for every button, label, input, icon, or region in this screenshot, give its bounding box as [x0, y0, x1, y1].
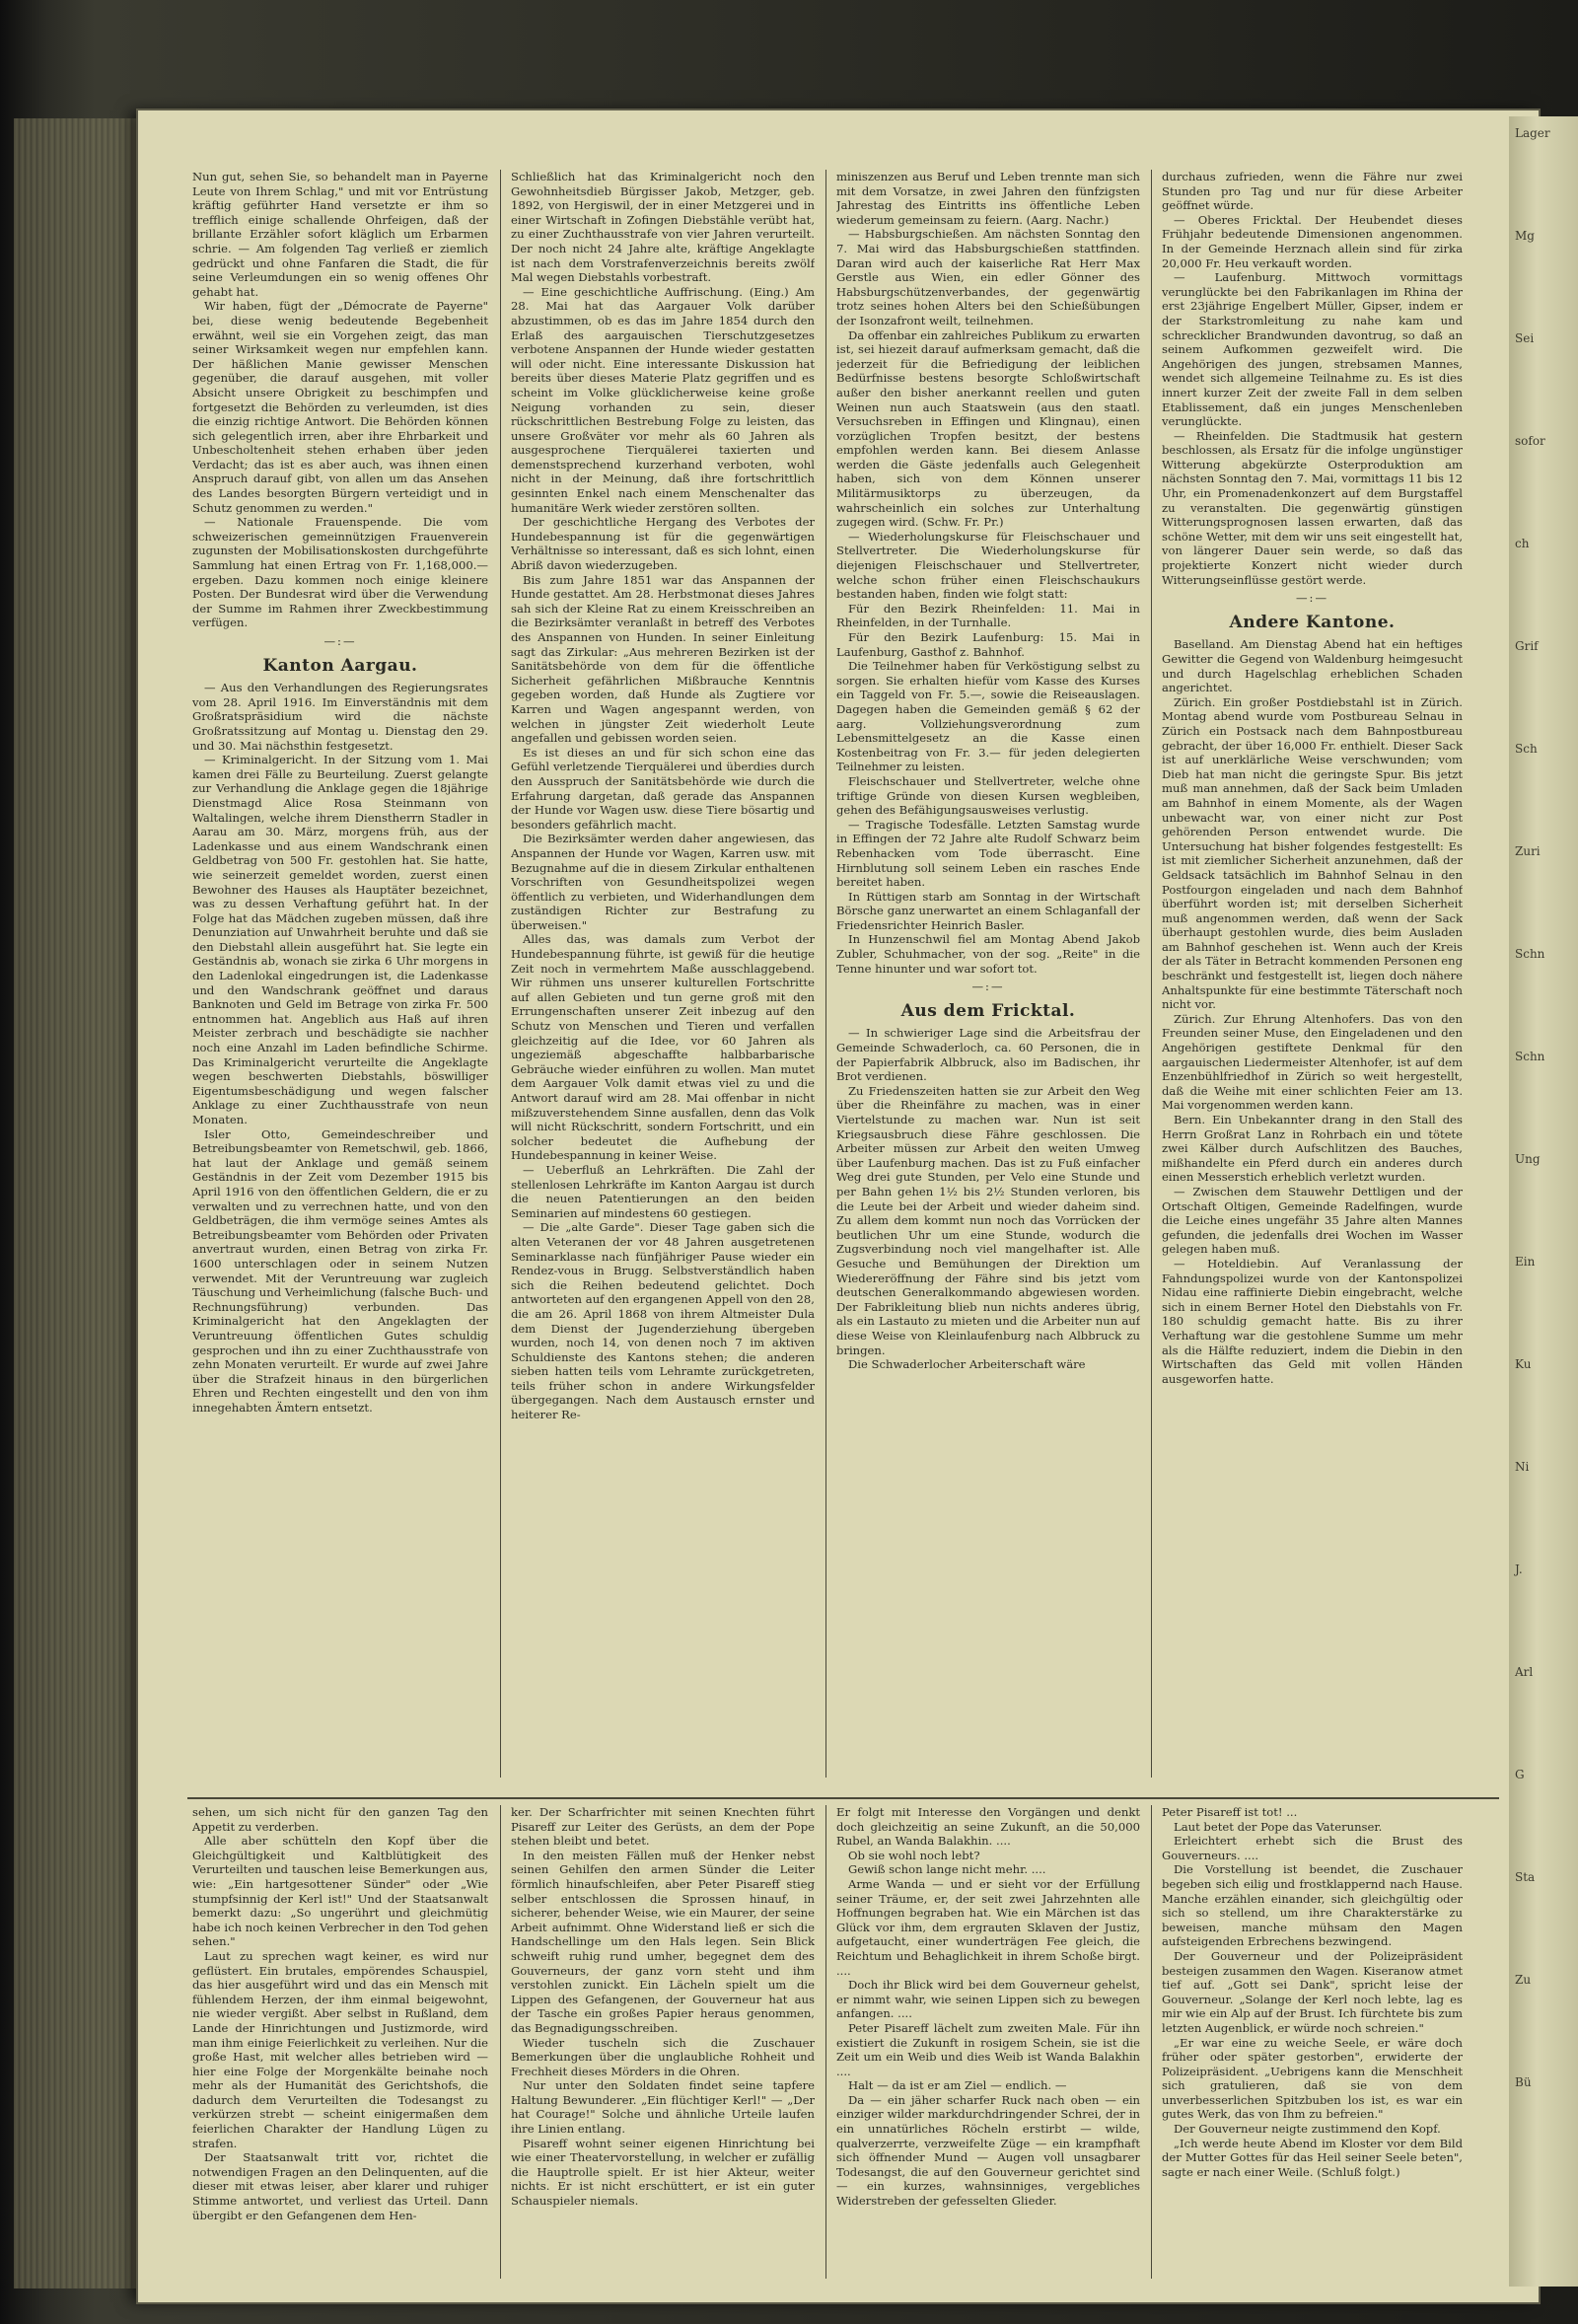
paragraph: — In schwieriger Lage sind die Arbeitsfrau der Gemeinde Schwaderloch, ca. 60 Personen, die in der Papierfabrik Albbruck, also im Badischen, ihr Brot verdienen.: [836, 1026, 1140, 1084]
paragraph: Zürich. Ein großer Postdiebstahl ist in Zürich. Montag abend wurde vom Postbureau Selnau in Zürich ein Postsack nach dem Bahnpostbureau gebracht, der über 16,000 Fr. enthielt. Dieser Sack ist auf unerklärliche Weise verschwunden; vom Dieb hat man nicht die geringste Spur. Bis jetzt muß man annehmen, daß der Sack beim Umladen am Bahnhof in einem Momente, als der Wagen unbewacht war, von einer nicht zur Post gehörenden Person entwendet wurde. Die Untersuchung hat bisher folgendes festgestellt: Es ist mit ziemlicher Sicherheit anzunehmen, daß der Geldsack tatsächlich im Bahnhof Selnau in den Postfourgon eingeladen und nach dem Bahnhof überführt worden ist; mit derselben Sicherheit muß angenommen werden, daß wenn der Sack überhaupt gestohlen wurde, dies beim Ausladen am Bahnhof geschehen ist. Wenn auch der Kreis der als Täter in Betracht kommenden Personen eng beschränkt und festgestellt ist, liegen doch nähere Anhaltspunkte für eine bestimmte Täterschaft noch nicht vor.: [1162, 694, 1463, 1012]
paragraph: Laut betet der Pope das Vaterunser.: [1174, 1819, 1383, 1834]
paragraph: — Eine geschichtliche Auffrischung. (Eing.) Am 28. Mai hat das Aargauer Volk darüber abzustimmen, ob es das im Jahre 1854 durch den Erlaß des aargauischen Tierschutzgesetzes verbotene Anspannen der Hunde wieder gestatten will oder nicht. Eine interessante Diskussion hat bereits über dieses Materie Platz gegriffen und es scheint im Volke glücklicherweise keine große Neigung vorhanden zu sein, dieser rückschrittlichen Bestrebung Folge zu leisten, das unsere Großväter vor mehr als 60 Jahren als ausgesprochene Tierquälerei taxierten und demenstsprechend kurzerhand verboten, wohl nicht in der Meinung, daß ihre fortschrittlich gesinnten Enkel nach einem Menschenalter das humanitäre Werk wieder zerstören sollten.: [511, 284, 815, 515]
paragraph: Die Bezirksämter werden daher angewiesen, das Anspannen der Hunde vor Wagen, Karren usw. mit Bezugnahme auf die in diesem Zirkular enthaltenen Vorschriften von Gesundheitspolizei wegen öffentlich zu verbieten, und Widerhandlungen dem zuständigen Richter zur Bestrafung zu überweisen.": [511, 832, 815, 932]
paragraph: Baselland. Am Dienstag Abend hat ein heftiges Gewitter die Gegend von Waldenburg heimgesucht und durch Hagelschlag erheblichen Schaden angerichtet.: [1162, 637, 1463, 695]
edge-fragment: J.: [1515, 1562, 1523, 1576]
paragraph: Nun gut, sehen Sie, so behandelt man in Payerne Leute von Ihrem Schlag," und mit vor Entrüstung kräftig geführter Hand versetzte er ihm so trefflich einige schallende Ohrfeigen, daß der brillante Erzähler sofort kläglich um Erbarmen schrie. — Am folgenden Tag verließ er ziemlich gedrückt und ohne Fanfaren die Stadt, die für seine Verleumdungen ein so wenig offenes Ohr gehabt hat.: [192, 170, 488, 299]
paragraph: Pisareff wohnt seiner eigenen Hinrichtung bei wie einer Theatervorstellung, in welcher er zufällig die Hauptrolle spielt. Er ist hier Akteur, weiter nichts. Er ist nicht erschüttert, er ist ein guter Schauspieler niemals.: [511, 2136, 815, 2209]
edge-fragment: Zuri: [1515, 844, 1541, 858]
paragraph: Wir haben, fügt der „Démocrate de Payerne" bei, diese wenig bedeutende Begebenheit erwähnt, weil sie ein Vorgehen zeigt, das man seiner Wirksamkeit wegen nur empfehlen kann. Der häßlichen Manie gewisser Menschen gegenüber, die darauf ausgehen, mit voller Absicht unsere Obrigkeit zu beschimpfen und fortgesetzt die Behörden zu verleumden, ist dies die einzig richtige Antwort. Die Behörden können sich gelegentlich irren, aber ihre Ehrbarkeit und Unbescholtenheit stehen erhaben über jeden Verdacht; das ist es aber auch, was ihnen einen Anspruch darauf gibt, von allen um das Ansehen des Landes besorgten Bürgern verteidigt und in Schutz genommen zu werden.": [192, 299, 488, 515]
feuilleton-rule-1: [500, 1805, 501, 2279]
paragraph: Da offenbar ein zahlreiches Publikum zu erwarten ist, sei hiezeit darauf aufmerksam gemacht, daß die jederzeit für die Befriedigung der leiblichen Bedürfnisse bestens besorgte Schloßwirtschaft außer den bisher anerkannt reellen und guten Weinen nun auch Staatswein (aus den staatl. Versuchsreben in Effingen und Klingnau), einen vorzüglichen Tropfen besitzt, der bestens empfohlen werden kann. Bei diesem Anlasse werden die Gäste jedenfalls auch Gelegenheit haben, sich von dem Können unserer Militärmusiktorps zu überzeugen, da wahrscheinlich ein solches zur Unterhaltung zugegen wird. (Schw. Fr. Pr.): [836, 327, 1140, 530]
paragraph: Der geschichtliche Hergang des Verbotes der Hundebespannung ist für die gegenwärtigen Verhältnisse so interessant, daß es sich lohnt, einen Abriß davon wiederzugeben.: [511, 515, 815, 573]
paragraph: In Hunzenschwil fiel am Montag Abend Jakob Zubler, Schuhmacher, von der sog. „Reite" in die Tenne hinunter und war sofort tot.: [836, 932, 1140, 976]
feuilleton-rule-3: [1151, 1805, 1152, 2279]
paragraph: miniszenzen aus Beruf und Leben trennte man sich mit dem Vorsatze, in zwei Jahren den fünfzigsten Jahrestag des Eintritts ins öffentliche Leben wiederum gemeinsam zu feiern. (Aarg. Nachr.): [836, 170, 1140, 227]
paragraph: Isler Otto, Gemeindeschreiber und Betreibungsbeamter von Remetschwil, geb. 1866, hat laut der Anklage und gemäß seinem Geständnis in der Zeit vom Dezember 1915 bis April 1916 von den öffentlichen Geldern, die er zu verwalten und zu verrechnen hatte, und von den Geldbeträgen, die ihm vermöge seines Amtes als Betreibungsbeamter vom Behörden oder Privaten anvertraut wurden, einen Betrag von zirka Fr. 1600 unterschlagen oder in seinem Nutzen verwendet. Mit der Veruntreuung war zugleich Täuschung und Verheimlichung (falsche Buch- und Rechnungsführung) verbunden. Das Kriminalgericht hat den Angeklagten der Veruntreuung öffentlichen Gutes schuldig gesprochen und ihn zu einer Zuchthausstrafe von zehn Monaten verurteilt. Er wurde auf zwei Jahre über die Strafzeit hinaus in den bürgerlichen Ehren und Rechten eingestellt und den von ihm innegehabten Ämtern entsetzt.: [192, 1126, 488, 1415]
column-rule-2: [825, 170, 826, 1778]
paragraph: Die Teilnehmer haben für Verköstigung selbst zu sorgen. Sie erhalten hiefür vom Kasse des Kurses ein Taggeld von Fr. 5.—, sowie die Reiseauslagen. Dagegen haben die Gemeinden gemäß § 62 der aarg. Vollziehungsverordnung zum Lebensmittelgesetz an die Kasse einen Kostenbeitrag von Fr. 3.— für jeden delegierten Teilnehmer zu leisten.: [836, 659, 1140, 774]
paragraph: Peter Pisareff lächelt zum zweiten Male. Für ihn existiert die Zukunft in rosigem Schein, sie ist die Zeit um ein Weib und dies Weib ist Wanda Balakhin ....: [836, 2020, 1140, 2078]
paragraph: — Laufenburg. Mittwoch vormittags verunglückte bei den Fabrikanlagen im Rhina der erst 23jährige Engelbert Müller, Gipser, indem er der Starkstromleitung zu nahe kam und schrecklicher Brandwunden davontrug, so daß an seinem Aufkommen gezweifelt wird. Die Angehörigen des jungen, strebsamen Mannes, wendet sich allgemeine Teilnahme zu. Es ist dies innert kurzer Zeit der zweite Fall in dem selben Etablissement, daß ein junges Menschenleben verunglückte.: [1162, 270, 1463, 429]
newspaper-page: [138, 110, 1539, 2302]
paragraph: — Tragische Todesfälle. Letzten Samstag wurde in Effingen der 72 Jahre alte Rudolf Schwarz beim Rebenhacken vom Tode überrascht. Eine Hirnblutung soll seinem Leben ein rasches Ende bereitet haben.: [836, 817, 1140, 890]
paragraph: Halt — da ist er am Ziel — endlich. —: [848, 2078, 1067, 2093]
paragraph: Der Gouverneur und der Polizeipräsident besteigen zusammen den Wagen. Kiseranow atmet tief auf. „Gott sei Dank", spricht leise der Gouverneur. „Solange der Kerl noch lebte, lag es mir wie ein Alp auf der Brust. Ich fürchtete bis zum letzten Augenblick, er würde noch schreien.": [1162, 1948, 1463, 2035]
column-3: [836, 170, 1140, 1782]
edge-fragment: Schn: [1515, 947, 1545, 961]
edge-fragment: Mg: [1515, 229, 1535, 243]
paragraph: — Ueberfluß an Lehrkräften. Die Zahl der stellenlosen Lehrkräfte im Kanton Aargau ist durch die neuen Patentierungen an den beiden Seminarien auf mindestens 60 gestiegen.: [511, 1162, 815, 1220]
paragraph: In den meisten Fällen muß der Henker nebst seinen Gehilfen den armen Sünder die Leiter förmlich hinaufschleifen, aber Peter Pisareff stieg selber entschlossen die Sprossen hinauf, in sicherer, behender Weise, wie ein Maurer, der seine Arbeit aufnimmt. Ohne Widerstand ließ er sich die Handschellinge um den Hals legen. Sein Blick schweift ruhig rund umher, begegnet dem des Gouverneurs, der ganz vorn steht und ihm verstohlen zunickt. Ein Lächeln spielt um die Lippen des Gefangenen, der Gouverneur hat aus der Tasche ein großes Papier heraus genommen, das Begnadigungsschreiben.: [511, 1848, 815, 2035]
paragraph: — Wiederholungskurse für Fleischschauer und Stellvertreter. Die Wiederholungskurse für diejenigen Fleischschauer und Stellvertreter, welche schon früher einen Fleischschaukurs bestanden haben, finden wie folgt statt:: [836, 529, 1140, 602]
column-1: [192, 170, 488, 1782]
book-binding: [14, 118, 138, 2288]
feuilleton-column-4: [1162, 1805, 1463, 2288]
paragraph: Alles das, was damals zum Verbot der Hundebespannung führte, ist gewiß für die heutige Zeit noch in vermehrtem Maße ausschlaggebend. Wir rühmen uns unserer kulturellen Fortschritte auf allen Gebieten und tun gerne groß mit den Errungenschaften unserer Zeit inbezug auf den Schutz von Menschen und Tieren und verfallen gleichzeitig auf die Idee, vor 60 Jahren als ungeziemäß abgeschaffte halbbarbarische Gebräuche wieder einführen zu wollen. Man mutet dem Aargauer Volk damit etwas viel zu und die Antwort darauf wird am 28. Mai offenbar in nicht mißzuverstehendem Sinne ausfallen, denn das Volk will nicht Rückschritt, sondern Fortschritt, und ein solcher bedeutet die Aufhebung der Hundebespannung in keiner Weise.: [511, 932, 815, 1163]
next-page-edge: [1509, 116, 1578, 2287]
paragraph: Bis zum Jahre 1851 war das Anspannen der Hunde gestattet. Am 28. Herbstmonat dieses Jahres sah sich der Kleine Rat zu einem Kreisschreiben an die Bezirksämter veranlaßt in betreff des Verbotes des Anspannen von Hunden. In seiner Einleitung sagt das Zirkular: „Aus mehreren Bezirken ist der Sanitätsbehörde von dem für die öffentliche Sicherheit gefährlichen Mißbrauche Kenntnis gegeben worden, daß Hunde als Zugtiere vor Karren und Wagen angespannt werden, von welchen in jüngster Zeit wiederholt Leute angefallen und gebissen worden seien.: [511, 572, 815, 746]
feuilleton-column-3: [836, 1805, 1140, 2288]
edge-fragment: Ni: [1515, 1460, 1530, 1474]
edge-fragment: Schn: [1515, 1050, 1545, 1063]
paragraph: Bern. Ein Unbekannter drang in den Stall des Herrn Großrat Lanz in Rohrbach ein und tötete zwei Kälber durch Aufschlitzen des Bauches, mißhandelte ein Pferd durch ein anderes durch einen Messerstich erheblich verletzt wurden.: [1162, 1113, 1463, 1185]
paragraph: Der Staatsanwalt tritt vor, richtet die notwendigen Fragen an den Delinquenten, auf die dieser mit etwas leiser, aber klarer und ruhiger Stimme antwortet, und verliest das Urteil. Dann übergibt er den Gefangenen dem Hen-: [192, 2150, 488, 2222]
paragraph: In Rüttigen starb am Sonntag in der Wirtschaft Börsche ganz unerwartet an einem Schlaganfall der Friedensrichter Heinrich Basler.: [836, 889, 1140, 932]
edge-fragment: Sch: [1515, 742, 1538, 756]
edge-fragment: Sta: [1515, 1870, 1536, 1884]
paragraph: — Die „alte Garde". Dieser Tage gaben sich die alten Veteranen der vor 48 Jahren ausgetretenen Seminarklasse nach fünfjähriger Pause wieder ein Rendez-vous in Brugg. Selbstverständlich haben sich die Reihen bedeutend gelichtet. Doch antworteten auf den ergangenen Appell von den 28, die am 26. April 1868 von ihrem Altmeister Dula dem Dienst der Jugenderziehung übergeben wurden, noch 14, von denen noch 7 im aktiven Schuldienste des Kantons stehen; die anderen sieben hatten teils vom Lehramte zurückgetreten, teils früher schon in andere Wirkungsfelder übergegangen. Nach dem Austausch ernster und heiterer Re-: [511, 1220, 815, 1422]
paragraph: Wieder tuscheln sich die Zuschauer Bemerkungen über die unglaubliche Rohheit und Frechheit dieses Mörders in die Ohren.: [511, 2035, 815, 2078]
paragraph: Es ist dieses an und für sich schon eine das Gefühl verletzende Tierquälerei und überdies durch den Ausspruch der Sanitätsbehörde wie durch die Erfahrung dargetan, daß gerade das Anspannen der Hunde vor Wagen usw. diese Tiere bösartig und besonders gefährlich macht.: [511, 745, 815, 832]
edge-fragment: Ein: [1515, 1255, 1536, 1269]
paragraph: Gewiß schon lange nicht mehr. ....: [848, 1862, 1046, 1877]
paragraph: Der Gouverneur neigte zustimmend den Kopf.: [1174, 2122, 1441, 2137]
paragraph: Nur unter den Soldaten findet seine tapfere Haltung Bewunderer. „Ein flüchtiger Kerl!" — „Der hat Courage!" Solche und ähnliche Urteile laufen ihre Linien entlang.: [511, 2078, 815, 2137]
paragraph: Arme Wanda — und er sieht vor der Erfüllung seiner Träume, er, der seit zwei Jahrzehnten alle Hoffnungen begraben hat. Wie ein Märchen ist das Glück vor ihm, dem ergrauten Sklaven der Justiz, aufgetaucht, einer wunderträgen Fee gleich, die Reichtum und Behaglichkeit in ihrem Schoße birgt. ....: [836, 1876, 1140, 1978]
column-2: [511, 170, 815, 1782]
paragraph: — Habsburgschießen. Am nächsten Sonntag den 7. Mai wird das Habsburgschießen stattfinden. Daran wird auch der kaiserliche Rat Herr Max Gerstle aus Wien, ein edler Gönner des Habsburgschützenverbandes, der gegenwärtig trotz seines hohen Alters bei den Schießübungen der Isonzafront weilt, teilnehmen.: [836, 227, 1140, 327]
section-heading: Kanton Aargau.: [262, 655, 418, 676]
paragraph: „Ich werde heute Abend im Kloster vor dem Bild der Mutter Gottes für das Heil seiner Seele beten", sagte er nach einer Weile. (Schluß folgt.): [1162, 2136, 1463, 2179]
paragraph: — Oberes Fricktal. Der Heubendet dieses Frühjahr bedeutende Dimensionen angenommen. In der Gemeinde Herznach allein sind für zirka 20,000 Fr. Heu verkauft worden.: [1162, 212, 1463, 270]
edge-fragment: Lager: [1515, 126, 1550, 140]
feuilleton-column-2: [511, 1805, 815, 2288]
paragraph: — Zwischen dem Stauwehr Dettligen und der Ortschaft Oltigen, Gemeinde Radelfingen, wurde die Leiche eines ungefähr 35 Jahre alten Mannes gefunden, die jedenfalls drei Wochen im Wasser gelegen haben muß.: [1162, 1184, 1463, 1257]
paragraph: Die Vorstellung ist beendet, die Zuschauer begeben sich eilig und frostklappernd nach Hause. Manche erzählen einander, sich gleichgültig oder sich so stellend, um ihre Charakterstärke zu beweisen, manche mühsam den Magen aufsteigenden Erbrechens bezwingend.: [1162, 1862, 1463, 1949]
edge-fragment: G: [1515, 1768, 1525, 1781]
paragraph: — Kriminalgericht. In der Sitzung vom 1. Mai kamen drei Fälle zu Beurteilung. Zuerst gelangte zur Verhandlung die Anklage gegen die 18jährige Dienstmagd Alice Rosa Steinmann von Waltalingen, welche ihrem Dienstherrn Stadler in Aarau am 30. März, morgens früh, aus der Ladenkasse und aus einem Wandschrank einen Geldbetrag von 500 Fr. gestohlen hat. Sie hatte, wie seinerzeit gemeldet worden, zuerst einen Bewohner des Hauses als Hauptäter bezeichnet, was zu dessen Verhaftung geführt hat. In der Folge hat das Mädchen zugeben müssen, daß ihre Denunziation auf Unwahrheit beruhte und daß sie den Diebstahl allein ausgeführt hat. Sie legte ein Geständnis ab, wonach sie zirka 6 Uhr morgens in den Ladenlokal eingedrungen ist, die Ladenkasse und den Wandschrank geöffnet und daraus Banknoten und Geld im Betrage von zirka Fr. 500 entnommen hat. Angeblich aus Haß auf ihren Meister zerbrach und beschädigte sie nachher noch eine Anzahl im Laden befindliche Schirme. Das Kriminalgericht verurteilte die Angeklagte wegen beschwerten Diebstahls, böswilliger Eigentumsbeschädigung und wegen falscher Anklage zu einer Zuchthausstrafe von neun Monaten.: [192, 753, 488, 1126]
paragraph: Erleichtert erhebt sich die Brust des Gouverneurs. ....: [1162, 1834, 1463, 1862]
edge-fragment: Grif: [1515, 639, 1539, 653]
separator: —:—: [1295, 591, 1329, 606]
paragraph: Fleischschauer und Stellvertreter, welche ohne triftige Gründe von diesen Kursen wegbleiben, gehen des Befähigungsausweises verlustig.: [836, 773, 1140, 818]
paragraph: Zürich. Zur Ehrung Altenhofers. Das von den Freunden seiner Muse, den Eingeladenen und den Angehörigen gestiftete Denkmal für den aargauischen Liedermeister Altenhofer, ist auf dem Enzenbühlfriedhof in Zürich so weit hergestellt, daß die Weihe mit einer schlichten Feier am 13. Mai vorgenommen werden kann.: [1162, 1011, 1463, 1113]
paragraph: Für den Bezirk Rheinfelden: 11. Mai in Rheinfelden, in der Turnhalle.: [836, 601, 1140, 630]
edge-fragment: ch: [1515, 537, 1530, 550]
paragraph: — Hoteldiebin. Auf Veranlassung der Fahndungspolizei wurde von der Kantonspolizei Nidau eine raffinierte Diebin eingebracht, welche sich in einem Berner Hotel den Diebstahls von Fr. 180 schuldig gemacht hatte. Bis zu ihrer Verhaftung war die gestohlene Summe um mehr als die Hälfte reduziert, indem die Diebin in den Wirtschaften das Geld mit vollen Händen ausgeworfen hatte.: [1162, 1256, 1463, 1386]
paragraph: — Rheinfelden. Die Stadtmusik hat gestern beschlossen, als Ersatz für die infolge ungünstiger Witterung abgekürzte Osterproduktion am nächsten Sonntag den 7. Mai, vormittags 11 bis 12 Uhr, ein Promenadenkonzert auf dem Burgstaffel zu veranstalten. Die gegenwärtig günstigen Witterungsprognosen lassen erwarten, daß das schöne Wetter, mit dem wir uns seit eingestellt hat, von längerer Dauer sein werde, so daß das projektierte Konzert nicht wieder durch Witterungseinflüsse gestört werde.: [1162, 428, 1463, 587]
paragraph: durchaus zufrieden, wenn die Fähre nur zwei Stunden pro Tag und nur für diese Arbeiter geöffnet würde.: [1162, 170, 1463, 213]
paragraph: Peter Pisareff ist tot! ...: [1162, 1805, 1298, 1819]
paragraph: Laut zu sprechen wagt keiner, es wird nur geflüstert. Ein brutales, empörendes Schauspiel, das hier ausgeführt wird und das ein Mensch mit fühlendem Herzen, der ihm einmal beigewohnt, nie wieder vergißt. Aber selbst in Rußland, dem Lande der Hinrichtungen und Justizmorde, wird man ihm einige Feierlichkeit zu verleihen. Nur die große Hast, mit welcher alles betrieben wird — hier eine Folge der Morgenkälte beinahe noch mehr als der Humanität des Gerichtshofs, die dadurch dem Verurteilten die Todesangst zu verkürzen strebt — scheint einigermaßen dem feierlichen Charakter der Handlung Lügen zu strafen.: [192, 1948, 488, 2150]
paragraph: sehen, um sich nicht für den ganzen Tag den Appetit zu verderben.: [192, 1805, 488, 1834]
edge-fragment: Zu: [1515, 1973, 1532, 1987]
section-heading: Andere Kantone.: [1229, 612, 1396, 632]
paragraph: Doch ihr Blick wird bei dem Gouverneur gehelst, er nimmt wahr, wie seinen Lippen sich zu bewegen anfangen. ....: [836, 1978, 1140, 2021]
edge-fragment: Sei: [1515, 331, 1535, 345]
column-4: [1162, 170, 1463, 1782]
column-rule-1: [500, 170, 501, 1778]
section-heading: Aus dem Fricktal.: [900, 1000, 1076, 1021]
paragraph: Alle aber schütteln den Kopf über die Gleichgültigkeit und Kaltblütigkeit des Verurteilten und tauschen leise Bemerkungen aus, wie: „Ein hartgesottener Sünder" oder „Wie stumpfsinnig der Kerl ist!" Und der Staatsanwalt bemerkt dazu: „So ungerührt und gleichmütig habe ich noch keinen Verbrecher in den Tod gehen sehen.": [192, 1834, 488, 1949]
edge-fragment: Bü: [1515, 2075, 1532, 2089]
feuilleton-rule: [187, 1797, 1499, 1799]
separator: —:—: [323, 634, 357, 648]
paragraph: Schließlich hat das Kriminalgericht noch den Gewohnheitsdieb Bürgisser Jakob, Metzger, geb. 1892, von Hergiswil, der in einer Metzgerei und in einer Wirtschaft in Zofingen Diebstähle verübt hat, zu einer Zuchthausstrafe von vier Jahren verurteilt. Der noch nicht 24 Jahre alte, kräftige Angeklagte ist nach dem Vorstrafenverzeichnis bereits zwölf Mal wegen Diebstahls vorbestraft.: [511, 170, 815, 285]
paragraph: Da — ein jäher scharfer Ruck nach oben — ein einziger wilder markdurchdringender Schrei, der in ein unnatürliches Röcheln erstirbt — wilde, qualverzerrte, verzweifelte Züge — ein krampfhaft sich öffnender Mund — Augen voll unsagbarer Todesangst, die auf den Gouverneur gerichtet sind — ein kurzes, wahnsinniges, vergebliches Widerstreben der gefesselten Glieder.: [836, 2092, 1140, 2209]
paragraph: Ob sie wohl noch lebt?: [848, 1848, 980, 1862]
feuilleton-rule-2: [825, 1805, 826, 2279]
edge-fragment: sofor: [1515, 434, 1545, 448]
paragraph: Die Schwaderlocher Arbeiterschaft wäre: [848, 1357, 1086, 1372]
edge-fragment: Ung: [1515, 1152, 1541, 1166]
paragraph: Zu Friedenszeiten hatten sie zur Arbeit den Weg über die Rheinfähre zu machen, was in einer Viertelstunde zu machen war. Nun ist seit Kriegsausbruch diese Fähre geschlossen. Die Arbeiter müssen zur Arbeit den weiten Umweg über Laufenburg machen. Das ist zu Fuß einfacher Weg drei gute Stunden, per Velo eine Stunde und per Bahn gehen 1½ bis 2½ Stunden verloren, bis die Leute bei der Arbeit und wieder daheim sind. Zu allem dem kommt nun noch das Vorrücken der beutlichen Uhr um eine Stunde, wodurch die Zugsverbindung noch viel mangelhafter ist. Alle Gesuche und Bemühungen der Direktion um Wiedereröffnung der Fähre sind bis jetzt vom deutschen Generalkommando abgewiesen worden. Der Fabrikleitung blieb nun nichts anderes übrig, als ein Lastauto zu mieten und die Arbeiter nun auf diese Weise von Kleinlaufenburg nach Albbruck zu bringen.: [836, 1083, 1140, 1357]
edge-fragment: Arl: [1515, 1665, 1534, 1679]
feuilleton-column-1: [192, 1805, 488, 2288]
paragraph: ker. Der Scharfrichter mit seinen Knechten führt Pisareff zur Leiter des Gerüsts, an dem der Pope stehen bleibt und betet.: [511, 1805, 815, 1849]
column-rule-3: [1151, 170, 1152, 1778]
paragraph: Für den Bezirk Laufenburg: 15. Mai in Laufenburg, Gasthof z. Bahnhof.: [836, 630, 1140, 659]
paragraph: — Aus den Verhandlungen des Regierungsrates vom 28. April 1916. Im Einverständnis mit dem Großratspräsidium wird die nächste Großratssitzung auf Montag u. Dienstag den 29. und 30. Mai nächsthin festgesetzt.: [192, 681, 488, 753]
paragraph: — Nationale Frauenspende. Die vom schweizerischen gemeinnützigen Frauenverein zugunsten der Mobilisationskosten durchgeführte Sammlung hat einen Ertrag von Fr. 1,168,000.— ergeben. Dazu kommen noch einige kleinere Posten. Der Bundesrat wird über die Verwendung der Summe im Rahmen ihrer Zweckbestimmung verfügen.: [192, 515, 488, 630]
paragraph: „Er war eine zu weiche Seele, er wäre doch früher oder später gestorben", erwiderte der Polizeipräsident. „Uebrigens kann die Menschheit sich gratulieren, daß sie von dem unverbesserlichen Spitzbuben los ist, es war ein gutes Werk, das von Ihm zu befreien.": [1162, 2035, 1463, 2122]
paragraph: Er folgt mit Interesse den Vorgängen und denkt doch gleichzeitig an seine Zukunft, an die 50,000 Rubel, an Wanda Balakhin. ....: [836, 1805, 1140, 1849]
separator: —:—: [971, 980, 1005, 994]
edge-fragment: Ku: [1515, 1357, 1532, 1371]
